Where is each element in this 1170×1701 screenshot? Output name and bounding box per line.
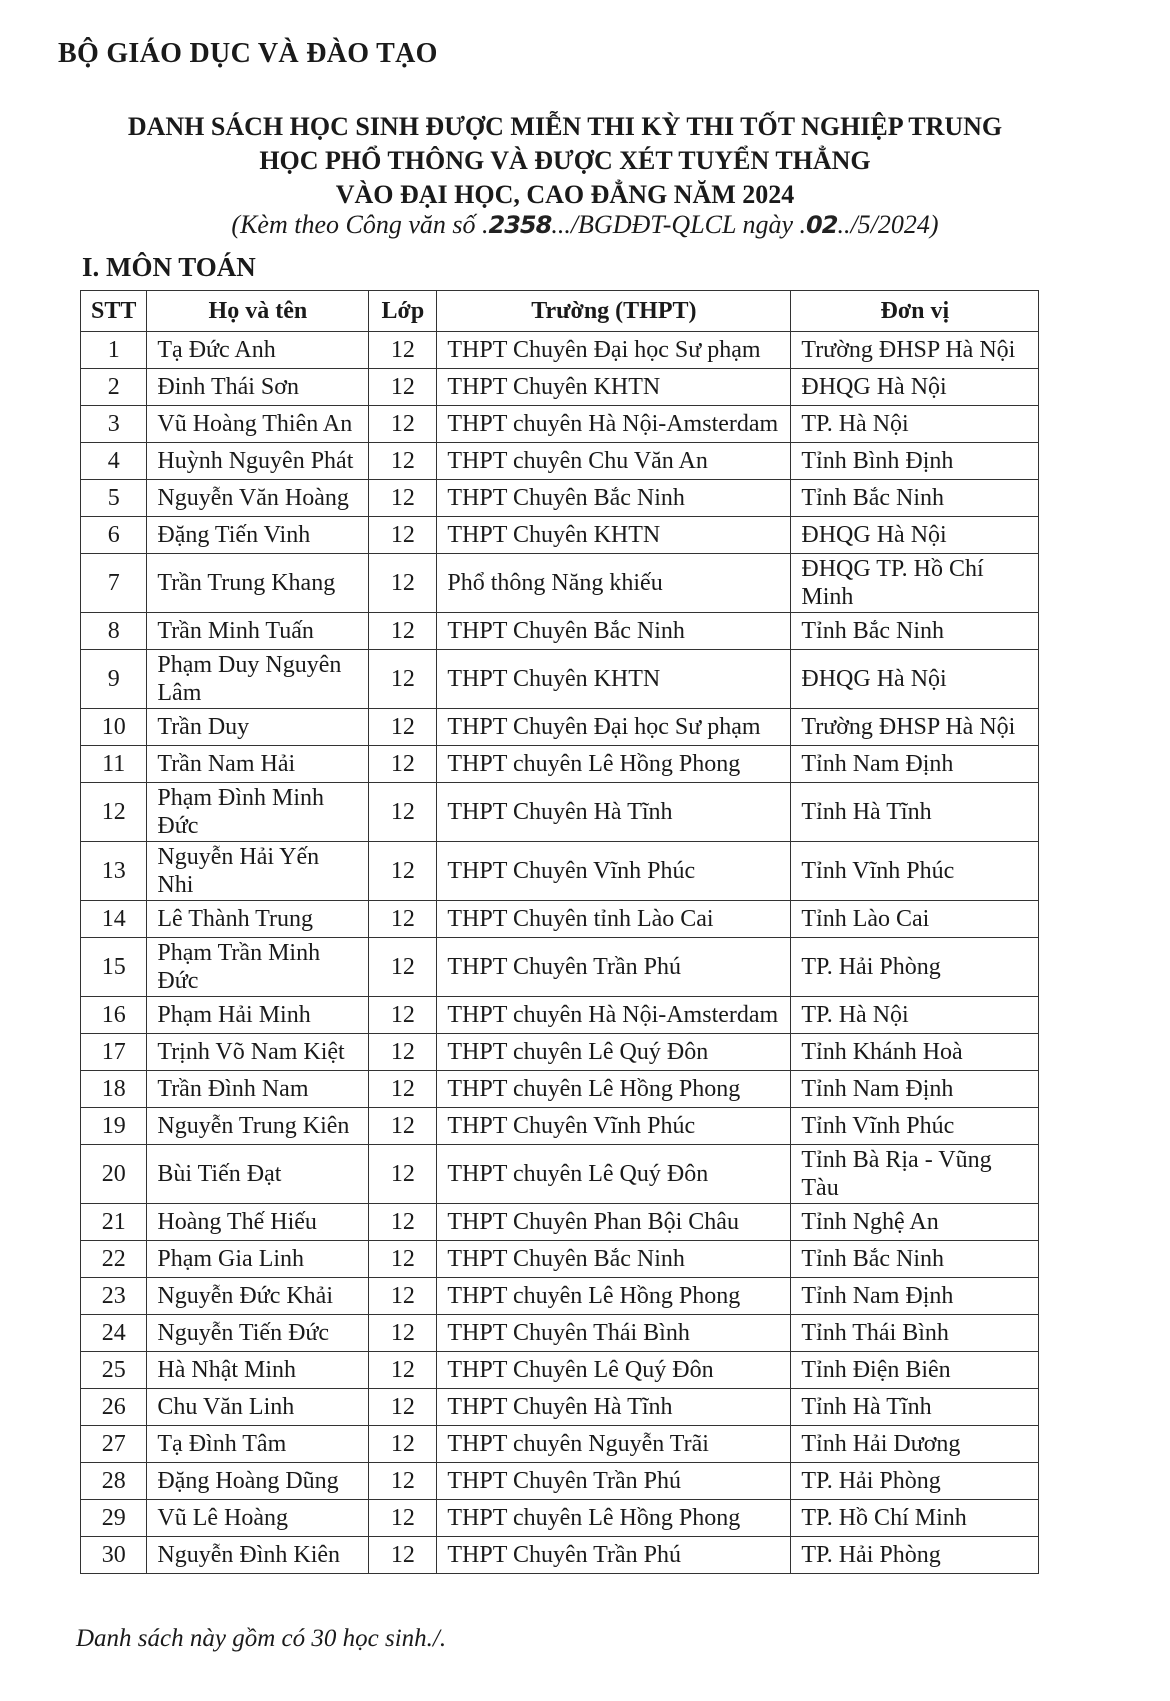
cell-school: THPT chuyên Hà Nội-Amsterdam [437, 997, 791, 1034]
cell-class: 12 [369, 650, 437, 709]
table-row [81, 997, 1039, 1034]
cell-name: Trần Đình Nam [147, 1071, 369, 1108]
table-row [81, 1071, 1039, 1108]
cell-unit: TP. Hải Phòng [791, 1463, 1039, 1500]
cell-school: Phổ thông Năng khiếu [437, 554, 791, 613]
cell-name: Bùi Tiến Đạt [147, 1145, 369, 1204]
cell-school: THPT Chuyên Đại học Sư phạm [437, 332, 791, 369]
cell-name: Tạ Đình Tâm [147, 1426, 369, 1463]
cell-school: THPT chuyên Lê Quý Đôn [437, 1034, 791, 1071]
table-header-row [81, 291, 1039, 332]
cell-class: 12 [369, 369, 437, 406]
title-line-3: VÀO ĐẠI HỌC, CAO ĐẲNG NĂM 2024 [335, 180, 795, 209]
cell-name: Nguyễn Đình Kiên [147, 1537, 369, 1574]
cell-stt: 26 [81, 1389, 147, 1426]
cell-stt: 29 [81, 1500, 147, 1537]
cell-school: THPT Chuyên Thái Bình [437, 1315, 791, 1352]
cell-unit: Tỉnh Bà Rịa - Vũng Tàu [791, 1145, 1039, 1204]
cell-class: 12 [369, 1145, 437, 1204]
cell-class: 12 [369, 406, 437, 443]
table-row [81, 783, 1039, 842]
cell-name: Hà Nhật Minh [147, 1352, 369, 1389]
cell-school: THPT Chuyên Bắc Ninh [437, 613, 791, 650]
table-row [81, 1108, 1039, 1145]
cell-stt: 13 [81, 842, 147, 901]
cell-unit: ĐHQG Hà Nội [791, 517, 1039, 554]
cell-class: 12 [369, 842, 437, 901]
table-row [81, 517, 1039, 554]
cell-stt: 22 [81, 1241, 147, 1278]
cell-school: THPT Chuyên Đại học Sư phạm [437, 709, 791, 746]
cell-stt: 10 [81, 709, 147, 746]
cell-name: Đặng Hoàng Dũng [147, 1463, 369, 1500]
cell-stt: 18 [81, 1071, 147, 1108]
cell-class: 12 [369, 517, 437, 554]
cell-school: THPT Chuyên Lê Quý Đôn [437, 1352, 791, 1389]
cell-name: Trịnh Võ Nam Kiệt [147, 1034, 369, 1071]
cell-school: THPT chuyên Lê Quý Đôn [437, 1145, 791, 1204]
cell-stt: 19 [81, 1108, 147, 1145]
cell-school: THPT chuyên Chu Văn An [437, 443, 791, 480]
student-table [80, 290, 1039, 1574]
cell-unit: Tỉnh Vĩnh Phúc [791, 842, 1039, 901]
cell-school: THPT Chuyên KHTN [437, 517, 791, 554]
cell-name: Lê Thành Trung [147, 901, 369, 938]
cell-unit: Tỉnh Hải Dương [791, 1426, 1039, 1463]
header-school: Trường (THPT) [437, 291, 791, 332]
cell-unit: TP. Hải Phòng [791, 1537, 1039, 1574]
document-number: 2358 [488, 211, 552, 239]
table-row [81, 842, 1039, 901]
table-row [81, 613, 1039, 650]
cell-stt: 30 [81, 1537, 147, 1574]
cell-class: 12 [369, 997, 437, 1034]
cell-class: 12 [369, 443, 437, 480]
table-row [81, 1426, 1039, 1463]
cell-class: 12 [369, 1500, 437, 1537]
cell-name: Nguyễn Trung Kiên [147, 1108, 369, 1145]
cell-stt: 15 [81, 938, 147, 997]
cell-unit: ĐHQG TP. Hồ Chí Minh [791, 554, 1039, 613]
cell-class: 12 [369, 613, 437, 650]
header-name: Họ và tên [147, 291, 369, 332]
cell-stt: 11 [81, 746, 147, 783]
cell-class: 12 [369, 1426, 437, 1463]
cell-unit: Tỉnh Vĩnh Phúc [791, 1108, 1039, 1145]
cell-class: 12 [369, 1463, 437, 1500]
cell-unit: Tỉnh Nam Định [791, 1278, 1039, 1315]
cell-name: Nguyễn Tiến Đức [147, 1315, 369, 1352]
cell-unit: Tỉnh Điện Biên [791, 1352, 1039, 1389]
cell-class: 12 [369, 1278, 437, 1315]
table-row [81, 1352, 1039, 1389]
cell-school: THPT chuyên Lê Hồng Phong [437, 746, 791, 783]
cell-school: THPT Chuyên Bắc Ninh [437, 1241, 791, 1278]
document-reference [0, 210, 1170, 240]
cell-unit: TP. Hồ Chí Minh [791, 1500, 1039, 1537]
cell-name: Nguyễn Đức Khải [147, 1278, 369, 1315]
cell-stt: 9 [81, 650, 147, 709]
cell-name: Vũ Hoàng Thiên An [147, 406, 369, 443]
table-row [81, 746, 1039, 783]
cell-unit: TP. Hà Nội [791, 406, 1039, 443]
cell-name: Tạ Đức Anh [147, 332, 369, 369]
header-unit: Đơn vị [791, 291, 1039, 332]
cell-name: Chu Văn Linh [147, 1389, 369, 1426]
table-row [81, 1034, 1039, 1071]
cell-school: THPT Chuyên Trần Phú [437, 1463, 791, 1500]
table-row [81, 901, 1039, 938]
cell-unit: Tỉnh Hà Tĩnh [791, 783, 1039, 842]
cell-class: 12 [369, 480, 437, 517]
cell-name: Phạm Duy Nguyên Lâm [147, 650, 369, 709]
cell-stt: 24 [81, 1315, 147, 1352]
cell-name: Phạm Gia Linh [147, 1241, 369, 1278]
cell-unit: Tỉnh Bình Định [791, 443, 1039, 480]
cell-unit: Tỉnh Bắc Ninh [791, 1241, 1039, 1278]
table-row [81, 406, 1039, 443]
cell-school: THPT chuyên Lê Hồng Phong [437, 1278, 791, 1315]
cell-stt: 23 [81, 1278, 147, 1315]
cell-unit: Trường ĐHSP Hà Nội [791, 332, 1039, 369]
cell-stt: 5 [81, 480, 147, 517]
cell-school: THPT Chuyên Phan Bội Châu [437, 1204, 791, 1241]
cell-stt: 1 [81, 332, 147, 369]
table-row [81, 709, 1039, 746]
table-row [81, 480, 1039, 517]
header-class: Lớp [369, 291, 437, 332]
cell-stt: 27 [81, 1426, 147, 1463]
cell-stt: 21 [81, 1204, 147, 1241]
table-row [81, 1500, 1039, 1537]
cell-unit: ĐHQG Hà Nội [791, 650, 1039, 709]
cell-school: THPT chuyên Nguyễn Trãi [437, 1426, 791, 1463]
cell-name: Nguyễn Văn Hoàng [147, 480, 369, 517]
cell-stt: 25 [81, 1352, 147, 1389]
table-row [81, 938, 1039, 997]
cell-class: 12 [369, 1537, 437, 1574]
cell-unit: Tỉnh Lào Cai [791, 901, 1039, 938]
table-row [81, 554, 1039, 613]
title-line-2: HỌC PHỔ THÔNG VÀ ĐƯỢC XÉT TUYỂN THẲNG [259, 146, 871, 175]
cell-name: Hoàng Thế Hiếu [147, 1204, 369, 1241]
table-row [81, 1537, 1039, 1574]
cell-stt: 16 [81, 997, 147, 1034]
cell-school: THPT Chuyên Trần Phú [437, 1537, 791, 1574]
cell-class: 12 [369, 1389, 437, 1426]
table-body [81, 332, 1039, 1574]
reference-mid: .../BGDĐT-QLCL ngày . [551, 210, 807, 239]
cell-school: THPT chuyên Lê Hồng Phong [437, 1500, 791, 1537]
cell-stt: 17 [81, 1034, 147, 1071]
cell-class: 12 [369, 783, 437, 842]
cell-class: 12 [369, 1034, 437, 1071]
cell-stt: 6 [81, 517, 147, 554]
table-row [81, 332, 1039, 369]
cell-class: 12 [369, 746, 437, 783]
cell-unit: Tỉnh Bắc Ninh [791, 480, 1039, 517]
cell-stt: 8 [81, 613, 147, 650]
cell-unit: Tỉnh Hà Tĩnh [791, 1389, 1039, 1426]
cell-school: THPT Chuyên tỉnh Lào Cai [437, 901, 791, 938]
cell-unit: Tỉnh Nam Định [791, 1071, 1039, 1108]
cell-name: Phạm Hải Minh [147, 997, 369, 1034]
cell-name: Vũ Lê Hoàng [147, 1500, 369, 1537]
cell-class: 12 [369, 709, 437, 746]
cell-unit: Tỉnh Bắc Ninh [791, 613, 1039, 650]
cell-class: 12 [369, 1071, 437, 1108]
table-row [81, 1278, 1039, 1315]
cell-name: Huỳnh Nguyên Phát [147, 443, 369, 480]
cell-school: THPT Chuyên KHTN [437, 369, 791, 406]
cell-class: 12 [369, 1241, 437, 1278]
cell-stt: 3 [81, 406, 147, 443]
cell-unit: TP. Hà Nội [791, 997, 1039, 1034]
cell-unit: Tỉnh Nghệ An [791, 1204, 1039, 1241]
cell-name: Đinh Thái Sơn [147, 369, 369, 406]
cell-name: Trần Nam Hải [147, 746, 369, 783]
cell-name: Trần Minh Tuấn [147, 613, 369, 650]
header-stt: STT [81, 291, 147, 332]
cell-class: 12 [369, 1315, 437, 1352]
cell-unit: Tỉnh Khánh Hoà [791, 1034, 1039, 1071]
cell-class: 12 [369, 1204, 437, 1241]
table-row [81, 1315, 1039, 1352]
section-title: I. MÔN TOÁN [82, 252, 256, 282]
cell-stt: 28 [81, 1463, 147, 1500]
cell-unit: Tỉnh Nam Định [791, 746, 1039, 783]
cell-name: Trần Trung Khang [147, 554, 369, 613]
cell-name: Nguyễn Hải Yến Nhi [147, 842, 369, 901]
cell-stt: 20 [81, 1145, 147, 1204]
cell-class: 12 [369, 1108, 437, 1145]
table-row [81, 1463, 1039, 1500]
cell-stt: 12 [81, 783, 147, 842]
cell-class: 12 [369, 901, 437, 938]
cell-class: 12 [369, 554, 437, 613]
cell-name: Phạm Trần Minh Đức [147, 938, 369, 997]
footer-note: Danh sách này gồm có 30 học sinh./. [76, 1625, 447, 1652]
table-row [81, 1389, 1039, 1426]
cell-school: THPT Chuyên Hà Tĩnh [437, 1389, 791, 1426]
cell-school: THPT Chuyên Vĩnh Phúc [437, 1108, 791, 1145]
cell-school: THPT Chuyên Bắc Ninh [437, 480, 791, 517]
cell-stt: 14 [81, 901, 147, 938]
table-row [81, 369, 1039, 406]
table-row [81, 650, 1039, 709]
cell-class: 12 [369, 332, 437, 369]
document-day: 02 [806, 211, 838, 239]
table-row [81, 443, 1039, 480]
cell-stt: 7 [81, 554, 147, 613]
cell-unit: Tỉnh Thái Bình [791, 1315, 1039, 1352]
reference-prefix: (Kèm theo Công văn số . [231, 210, 489, 239]
table-row [81, 1204, 1039, 1241]
document-title [0, 110, 1170, 212]
table-row [81, 1145, 1039, 1204]
cell-school: THPT chuyên Lê Hồng Phong [437, 1071, 791, 1108]
title-line-1: DANH SÁCH HỌC SINH ĐƯỢC MIỄN THI KỲ THI TỐT NGHIỆP TRUNG [127, 112, 1003, 141]
cell-unit: TP. Hải Phòng [791, 938, 1039, 997]
cell-school: THPT Chuyên Trần Phú [437, 938, 791, 997]
cell-school: THPT Chuyên Hà Tĩnh [437, 783, 791, 842]
cell-school: THPT Chuyên Vĩnh Phúc [437, 842, 791, 901]
cell-stt: 4 [81, 443, 147, 480]
cell-name: Phạm Đình Minh Đức [147, 783, 369, 842]
cell-school: THPT chuyên Hà Nội-Amsterdam [437, 406, 791, 443]
cell-stt: 2 [81, 369, 147, 406]
cell-unit: Trường ĐHSP Hà Nội [791, 709, 1039, 746]
cell-class: 12 [369, 938, 437, 997]
cell-name: Đặng Tiến Vinh [147, 517, 369, 554]
reference-suffix: ../5/2024) [837, 210, 939, 239]
cell-school: THPT Chuyên KHTN [437, 650, 791, 709]
cell-name: Trần Duy [147, 709, 369, 746]
table-row [81, 1241, 1039, 1278]
cell-class: 12 [369, 1352, 437, 1389]
cell-unit: ĐHQG Hà Nội [791, 369, 1039, 406]
ministry-name: BỘ GIÁO DỤC VÀ ĐÀO TẠO [58, 38, 438, 69]
